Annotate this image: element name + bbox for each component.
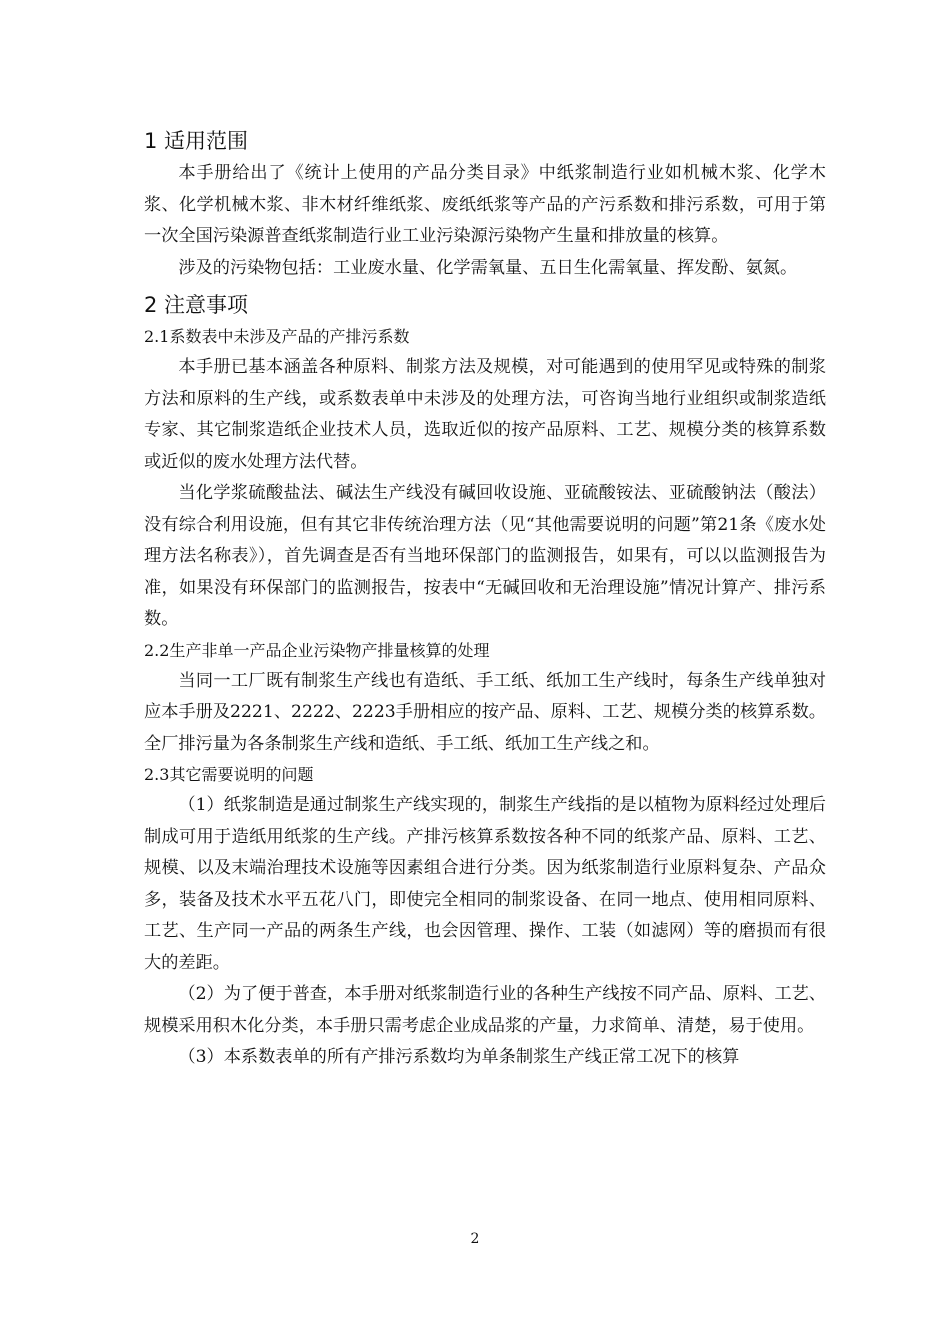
paragraph-2-1-a: 本手册已基本涵盖各种原料、制浆方法及规模，对可能遇到的使用罕见或特殊的制浆方法和原料的生产线，或系数表单中未涉及的处理方法，可咨询当地行业组织或制浆造纸专家、其它制浆造纸企业技术人员，选取近似的按产品原料、工艺、规模分类的核算系数或近似的废水处理方法代替。 bbox=[144, 357, 826, 472]
paragraph-2-3-item-2: （2）为了便于普查，本手册对纸浆制造行业的各种生产线按不同产品、原料、工艺、规模采用积木化分类，本手册只需考虑企业成品浆的产量，力求简单、清楚，易于使用。 bbox=[144, 984, 826, 1036]
page-content bbox=[144, 118, 826, 1074]
paragraph-2-3-item-1: （1）纸浆制造是通过制浆生产线实现的，制浆生产线指的是以植物为原料经过处理后制成可用于造纸用纸浆的生产线。产排污核算系数按各种不同的纸浆产品、原料、工艺、规模、以及末端治理技术设施等因素组合进行分类。因为纸浆制造行业原料复杂、产品众多，装备及技术水平五花八门，即使完全相同的制浆设备、在同一地点、使用相同原料、工艺、生产同一产品的两条生产线，也会因管理、操作、工装（如滤网）等的磨损而有很大的差距。 bbox=[144, 795, 826, 973]
paragraph-scope-pollutants: 涉及的污染物包括：工业废水量、化学需氧量、五日生化需氧量、挥发酚、氨氮。 bbox=[178, 257, 798, 278]
subsection-heading-2-3: 2.3其它需要说明的问题 bbox=[144, 765, 314, 784]
section-heading-scope: 1 适用范围 bbox=[144, 129, 249, 153]
subsection-heading-2-2: 2.2生产非单一产品企业污染物产排量核算的处理 bbox=[144, 640, 490, 660]
subsection-heading-2-1: 2.1系数表中未涉及产品的产排污系数 bbox=[144, 327, 410, 346]
paragraph-2-2: 当同一工厂既有制浆生产线也有造纸、手工纸、纸加工生产线时，每条生产线单独对应本手册及2221、2222、2223手册相应的按产品、原料、工艺、规模分类的核算系数。全厂排污量为各条制浆生产线和造纸、手工纸、纸加工生产线之和。 bbox=[144, 670, 826, 754]
paragraph-2-1-b: 当化学浆硫酸盐法、碱法生产线没有碱回收设施、亚硫酸铵法、亚硫酸钠法（酸法）没有综合利用设施，但有其它非传统治理方法（见“其他需要说明的问题”第21条《废水处理方法名称表》），首先调查是否有当地环保部门的监测报告，如果有，可以以监测报告为准，如果没有环保部门的监测报告，按表中“无碱回收和无治理设施”情况计算产、排污系数。 bbox=[144, 483, 826, 629]
paragraph-2-3-item-3: （3）本系数表单的所有产排污系数均为单条制浆生产线正常工况下的核算 bbox=[178, 1047, 740, 1067]
page-number: 2 bbox=[470, 1231, 480, 1247]
section-heading-notes: 2 注意事项 bbox=[144, 293, 249, 317]
paragraph-scope-1: 本手册给出了《统计上使用的产品分类目录》中纸浆制造行业如机械木浆、化学木浆、化学机械木浆、非木材纤维纸浆、废纸纸浆等产品的产污系数和排污系数，可用于第一次全国污染源普查纸浆制造行业工业污染源污染物产生量和排放量的核算。 bbox=[144, 163, 826, 246]
